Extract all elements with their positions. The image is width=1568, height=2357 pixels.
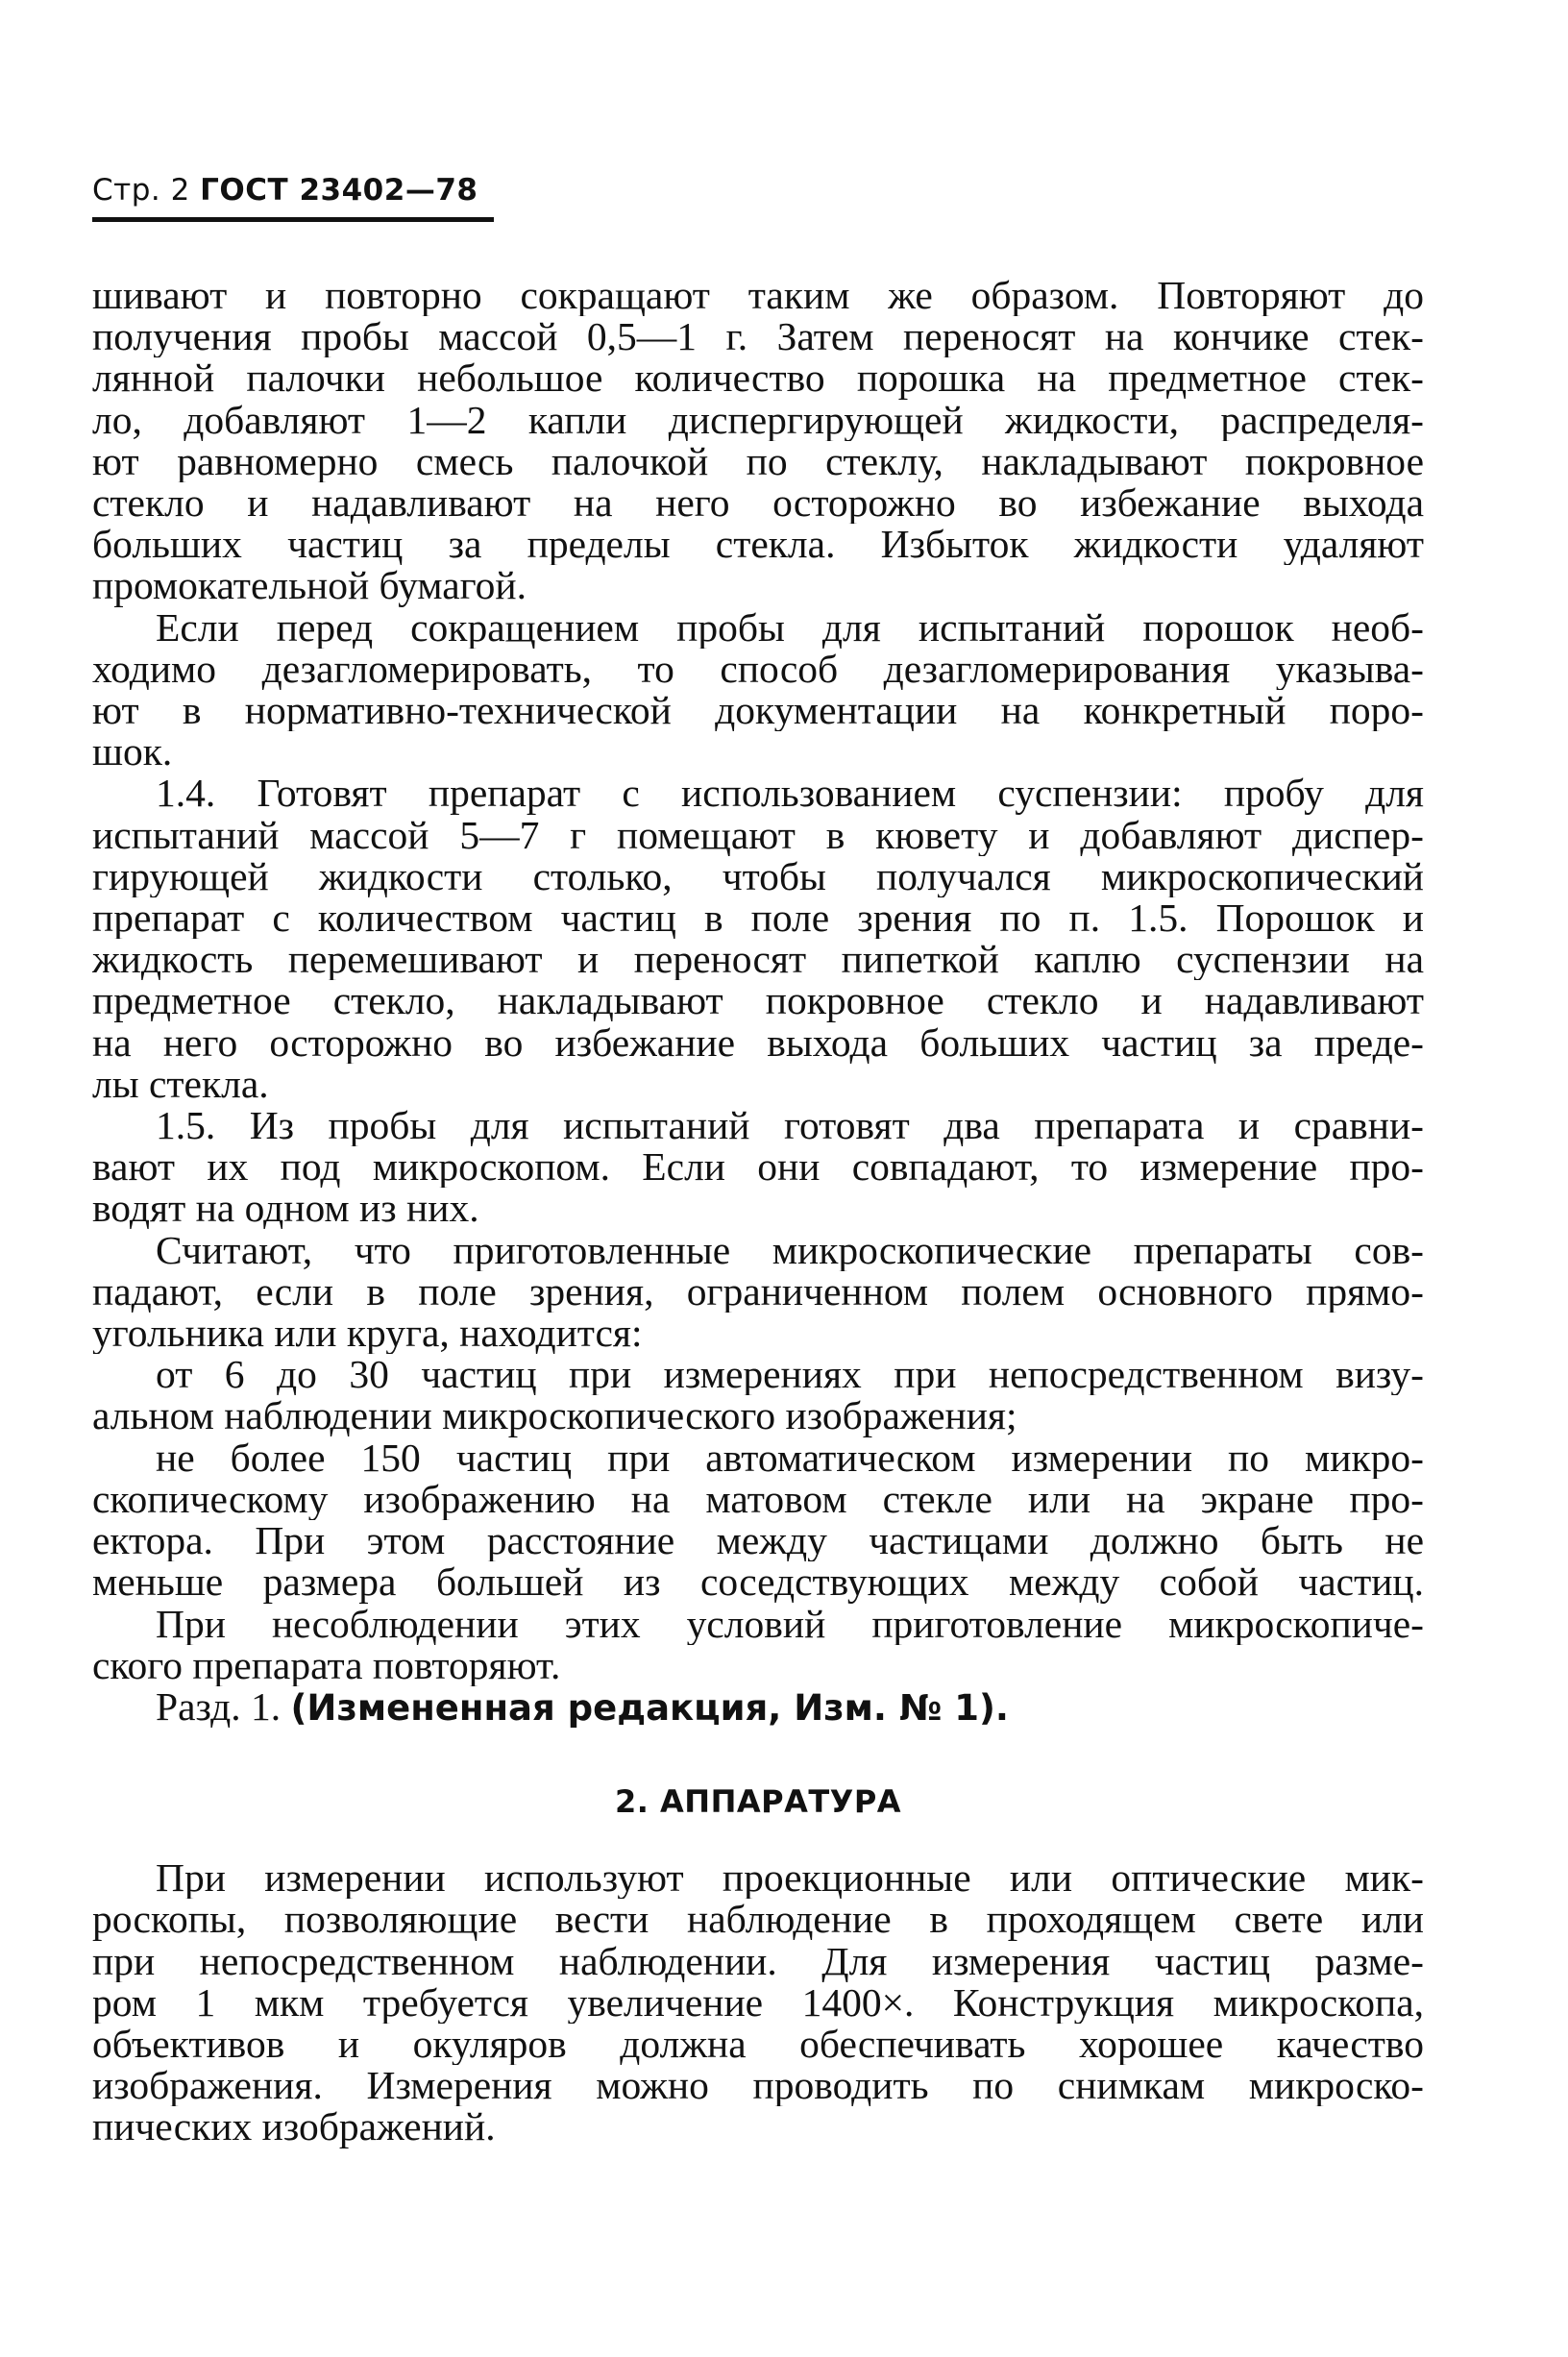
text-line: препарат с количеством частиц в поле зрения по п. 1.5. Порошок и: [92, 897, 1424, 940]
paragraph-1-4: [92, 773, 1424, 1105]
text-line: шивают и повторно сокращают таким же образом. Повторяют до: [92, 275, 1424, 317]
amendment-line: [92, 1686, 1424, 1729]
text-line: альном наблюдении микроскопического изображения;: [92, 1395, 1017, 1437]
text-line: ского препарата повторяют.: [92, 1644, 561, 1686]
text-line: ектора. При этом расстояние между частицами должно быть не: [92, 1520, 1424, 1562]
text-line: вают их под микроскопом. Если они совпадают, то измерение про-: [92, 1146, 1424, 1189]
text-line: промокательной бумагой.: [92, 565, 527, 607]
text-line: 1.4. Готовят препарат с использованием суспензии: пробу для: [156, 773, 1424, 815]
header-rule: [92, 217, 494, 222]
amendment-reference: (Измененная редакция, Изм. № 1).: [290, 1686, 1009, 1729]
text-line: ходимо дезагломерировать, то способ дезагломерирования указыва-: [92, 648, 1424, 691]
text-line: ром 1 мкм требуется увеличение 1400×. Конструкция микроскопа,: [92, 1981, 1424, 2024]
paragraph-criteria: [92, 1230, 1424, 1355]
text-line: при непосредственном наблюдении. Для измерения частиц разме-: [92, 1940, 1424, 1982]
text-line: ют равномерно смесь палочкой по стеклу, накладывают покровное: [92, 440, 1424, 483]
paragraph-1-5: [92, 1105, 1424, 1230]
text-line: объективов и окуляров должна обеспечивать хорошее качество: [92, 2023, 1424, 2066]
text-line: не более 150 частиц при автоматическом измерении по микро-: [156, 1436, 1424, 1479]
text-line: роскопы, позволяющие вести наблюдение в проходящем свете или: [92, 1899, 1424, 1941]
text-line: 1.5. Из пробы для испытаний готовят два препарата и сравни-: [156, 1105, 1424, 1147]
body-text: [92, 275, 1424, 2148]
text-line: лы стекла.: [92, 1063, 269, 1106]
section-title: 2. АППАРАТУРА: [614, 1783, 902, 1821]
text-line: предметное стекло, накладывают покровное стекло и надавливают: [92, 980, 1424, 1022]
paragraph-continuation: [92, 275, 1424, 607]
text-line: больших частиц за пределы стекла. Избыток жидкости удаляют: [92, 524, 1424, 566]
text-line: лянной палочки небольшое количество порошка на предметное стек-: [92, 357, 1424, 400]
paragraph-automatic-criterion: [92, 1437, 1424, 1604]
text-line: меньше размера большей из соседствующих между собой частиц.: [92, 1561, 1424, 1604]
text-line: скопическому изображению на матовом стекле или на экране про-: [92, 1478, 1424, 1521]
paragraph-apparatus: [92, 1857, 1424, 2148]
text-line: изображения. Измерения можно проводить по снимкам микроско-: [92, 2065, 1424, 2107]
text-line: на него осторожно во избежание выхода больших частиц за преде-: [92, 1021, 1424, 1064]
paragraph-repeat: [92, 1604, 1424, 1686]
text-line: ло, добавляют 1—2 капли диспергирующей жидкости, распределя-: [92, 399, 1424, 441]
text-line: При несоблюдении этих условий приготовление микроскопиче-: [156, 1603, 1424, 1645]
text-line: получения пробы массой 0,5—1 г. Затем переносят на кончике стек-: [92, 316, 1424, 358]
amendment-note: [92, 1686, 1424, 1729]
text-line: испытаний массой 5—7 г помещают в кювету и добавляют диспер-: [92, 814, 1424, 856]
page-header: [92, 171, 478, 209]
text-line: При измерении используют проекционные или оптические мик-: [156, 1857, 1424, 1900]
text-line: шок.: [92, 731, 173, 773]
text-line: жидкость перемешивают и переносят пипеткой каплю суспензии на: [92, 939, 1424, 981]
text-line: Если перед сокращением пробы для испытаний порошок необ-: [156, 606, 1424, 649]
text-line: ют в нормативно-технической документации на конкретный поро-: [92, 690, 1424, 732]
paragraph-deagglomeration: [92, 607, 1424, 773]
text-line: водят на одном из них.: [92, 1188, 479, 1230]
text-line: гирующей жидкости столько, чтобы получался микроскопический: [92, 855, 1424, 898]
page-number: Стр. 2: [92, 173, 190, 208]
text-line: стекло и надавливают на него осторожно во избежание выхода: [92, 482, 1424, 525]
paragraph-visual-criterion: [92, 1354, 1424, 1436]
text-line: от 6 до 30 частиц при измерениях при непосредственном визу-: [156, 1354, 1424, 1396]
text-line: Считают, что приготовленные микроскопические препараты сов-: [156, 1229, 1424, 1271]
text-line: пических изображений.: [92, 2106, 496, 2148]
text-line: падают, если в поле зрения, ограниченном полем основного прямо-: [92, 1270, 1424, 1314]
document-code: ГОСТ 23402—78: [200, 173, 478, 208]
text-line: угольника или круга, находится:: [92, 1313, 643, 1355]
amendment-prefix: Разд. 1.: [156, 1685, 282, 1729]
